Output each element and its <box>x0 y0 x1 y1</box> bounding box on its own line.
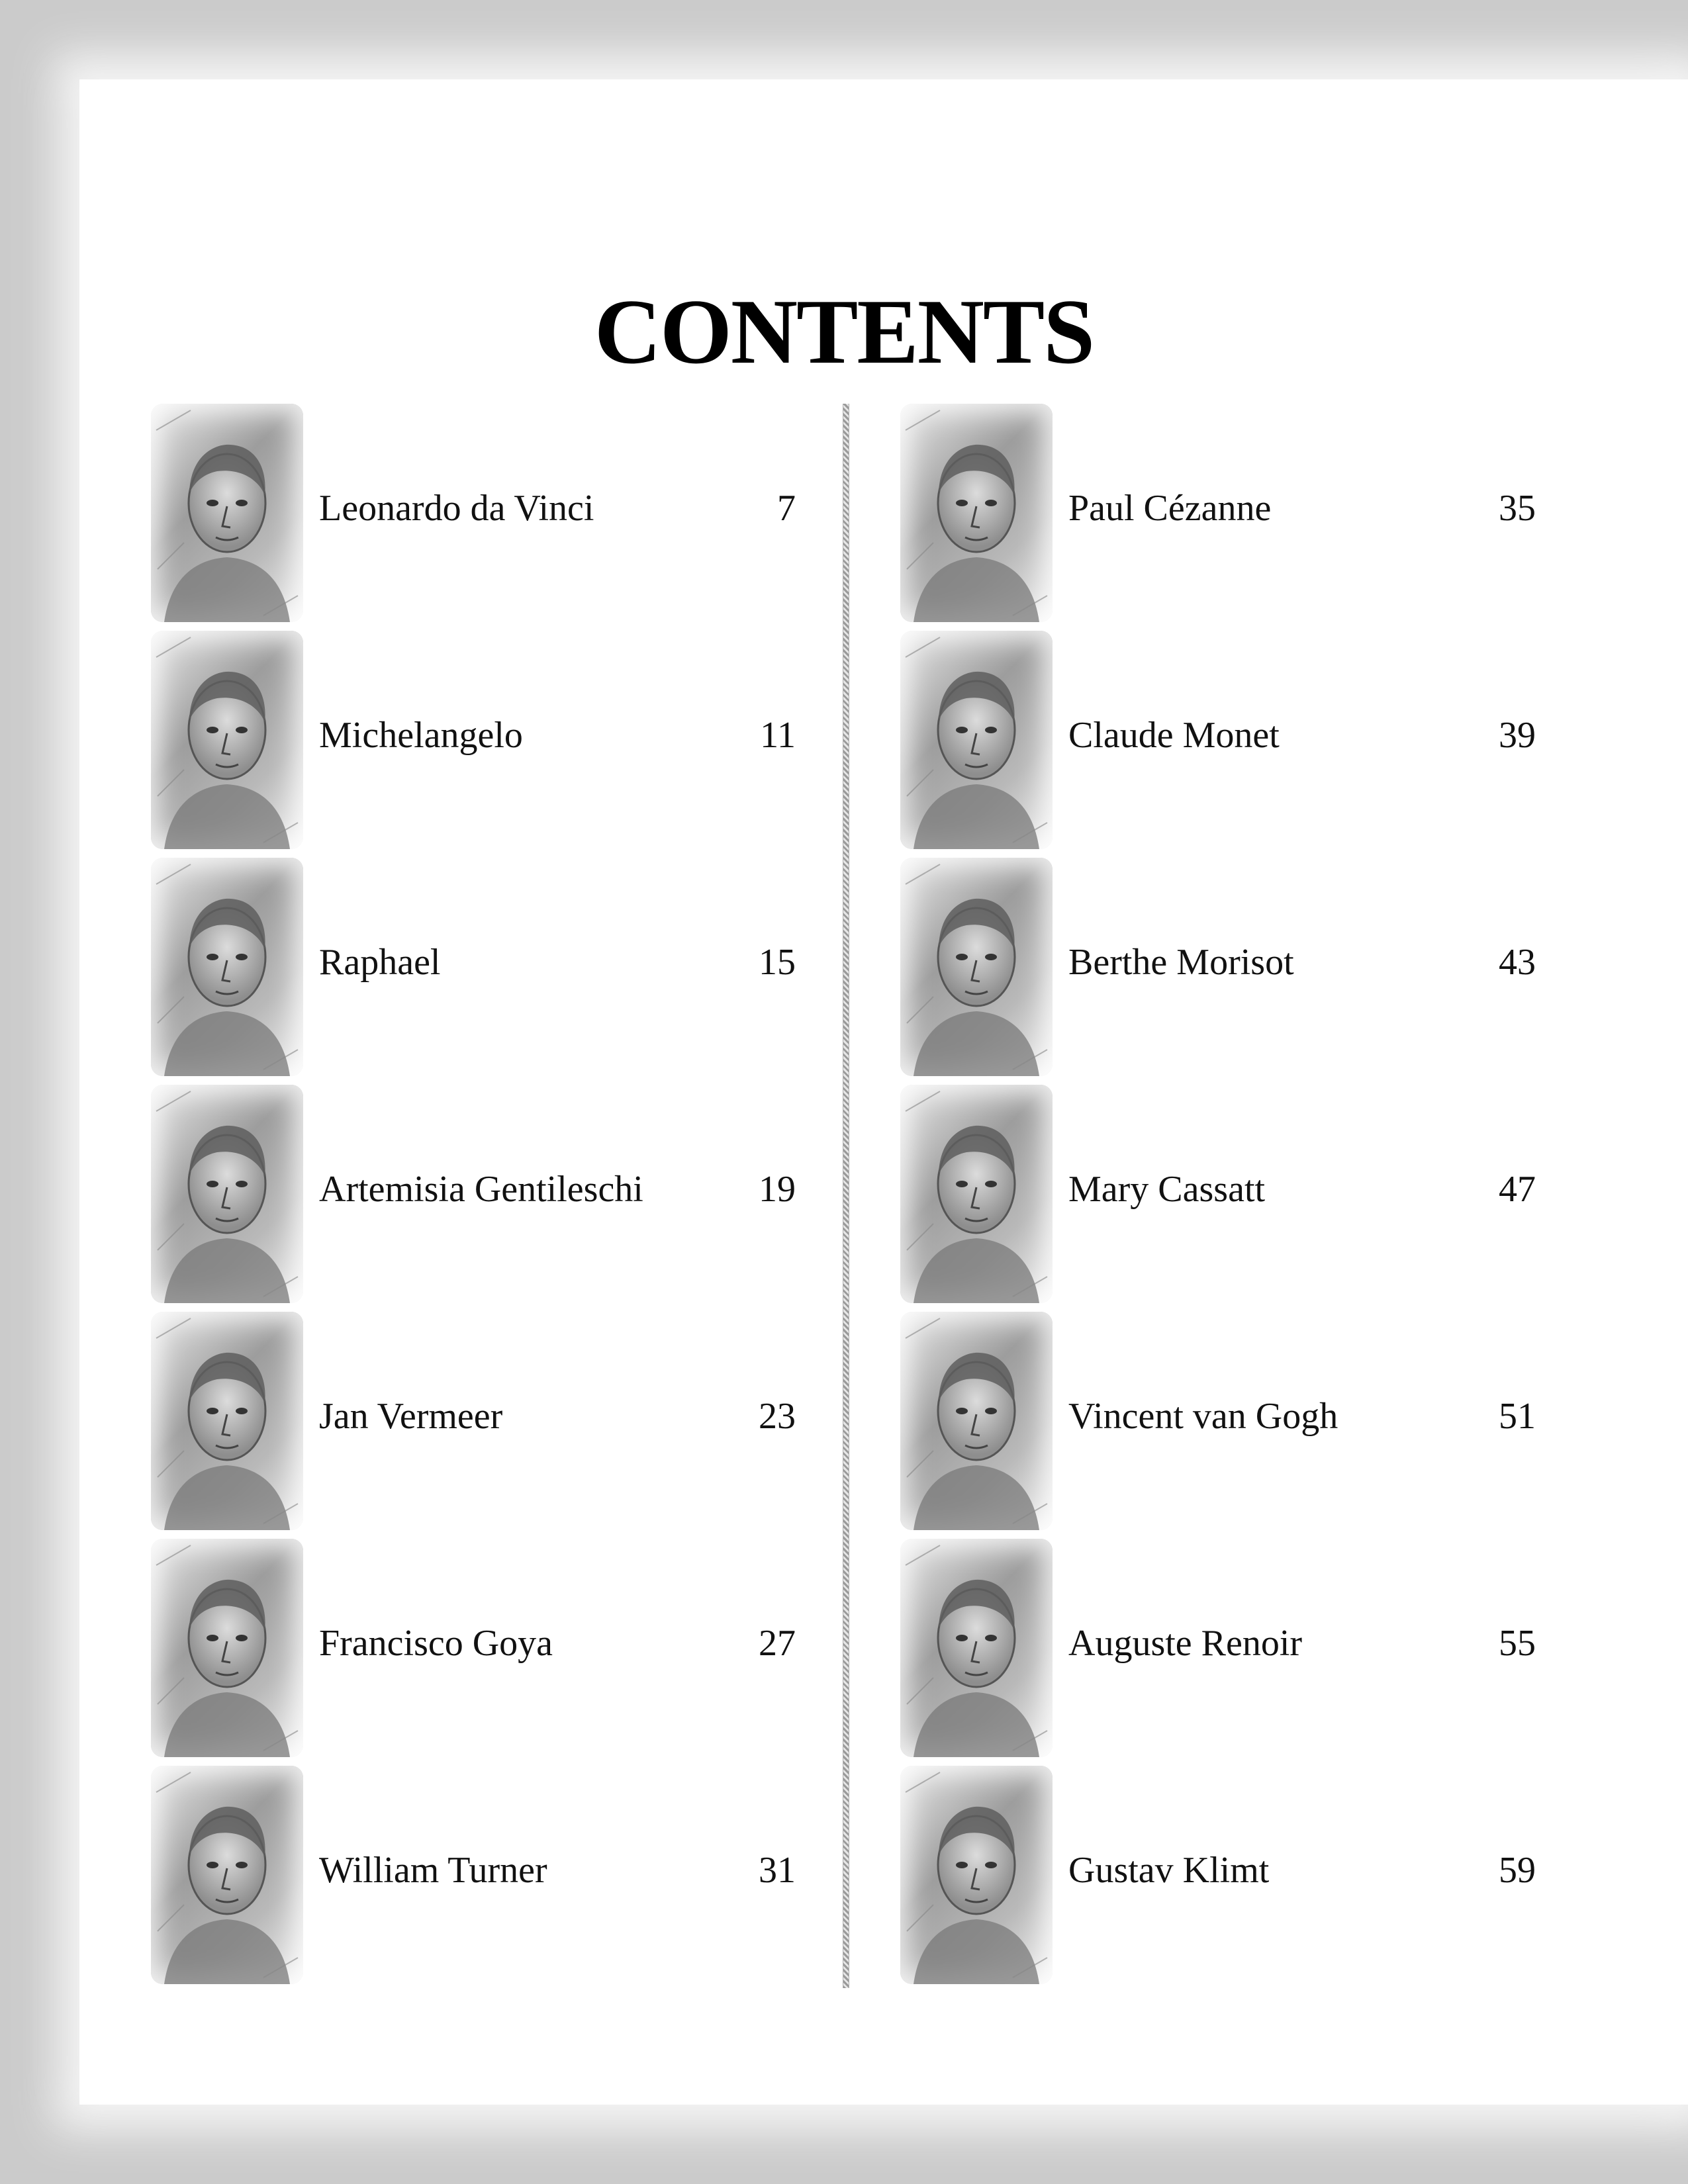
portrait-sketch-icon <box>151 1766 303 1984</box>
portrait-sketch-icon <box>900 1539 1053 1757</box>
toc-entry[interactable] <box>151 404 796 622</box>
entry-page-number: 7 <box>777 488 796 529</box>
toc-entry[interactable] <box>900 1312 1536 1530</box>
entry-artist-name: Paul Cézanne <box>1068 488 1272 529</box>
portrait-sketch-icon <box>151 631 303 849</box>
toc-entry[interactable] <box>151 1312 796 1530</box>
portrait-sketch-icon <box>900 1766 1053 1984</box>
toc-entry[interactable] <box>151 1766 796 1984</box>
toc-entry[interactable] <box>900 1539 1536 1757</box>
toc-entry[interactable] <box>900 404 1536 622</box>
portrait-sketch-icon <box>900 1085 1053 1303</box>
entry-page-number: 35 <box>1499 488 1536 529</box>
entry-page-number: 19 <box>759 1169 796 1210</box>
entry-artist-name: William Turner <box>319 1850 547 1891</box>
entry-page-number: 51 <box>1499 1396 1536 1437</box>
toc-entry[interactable] <box>900 1766 1536 1984</box>
entry-page-number: 43 <box>1499 942 1536 983</box>
entry-artist-name: Artemisia Gentileschi <box>319 1169 643 1210</box>
toc-entry[interactable] <box>900 858 1536 1076</box>
portrait-sketch-icon <box>900 858 1053 1076</box>
portrait-sketch-icon <box>151 404 303 622</box>
entry-page-number: 11 <box>760 715 796 756</box>
toc-entry[interactable] <box>151 1085 796 1303</box>
entry-page-number: 59 <box>1499 1850 1536 1891</box>
entry-artist-name: Vincent van Gogh <box>1068 1396 1338 1437</box>
toc-entry[interactable] <box>900 1085 1536 1303</box>
entry-artist-name: Mary Cassatt <box>1068 1169 1266 1210</box>
portrait-sketch-icon <box>151 1085 303 1303</box>
entry-page-number: 47 <box>1499 1169 1536 1210</box>
toc-entry[interactable] <box>151 858 796 1076</box>
entry-artist-name: Leonardo da Vinci <box>319 488 594 529</box>
entry-artist-name: Claude Monet <box>1068 715 1280 756</box>
portrait-sketch-icon <box>151 1312 303 1530</box>
entry-page-number: 15 <box>759 942 796 983</box>
toc-entry[interactable] <box>151 1539 796 1757</box>
page-title: CONTENTS <box>594 280 1094 383</box>
column-divider <box>843 404 849 1988</box>
entry-artist-name: Jan Vermeer <box>319 1396 503 1437</box>
entry-page-number: 23 <box>759 1396 796 1437</box>
toc-entry[interactable] <box>900 631 1536 849</box>
entry-artist-name: Gustav Klimt <box>1068 1850 1270 1891</box>
entry-artist-name: Michelangelo <box>319 715 523 756</box>
portrait-sketch-icon <box>900 1312 1053 1530</box>
entry-page-number: 27 <box>759 1623 796 1664</box>
entry-page-number: 55 <box>1499 1623 1536 1664</box>
entry-artist-name: Berthe Morisot <box>1068 942 1294 983</box>
toc-entry[interactable] <box>151 631 796 849</box>
portrait-sketch-icon <box>900 404 1053 622</box>
portrait-sketch-icon <box>151 858 303 1076</box>
entry-page-number: 39 <box>1499 715 1536 756</box>
portrait-sketch-icon <box>151 1539 303 1757</box>
entry-page-number: 31 <box>759 1850 796 1891</box>
entry-artist-name: Francisco Goya <box>319 1623 553 1664</box>
entry-artist-name: Auguste Renoir <box>1068 1623 1303 1664</box>
entry-artist-name: Raphael <box>319 942 441 983</box>
portrait-sketch-icon <box>900 631 1053 849</box>
